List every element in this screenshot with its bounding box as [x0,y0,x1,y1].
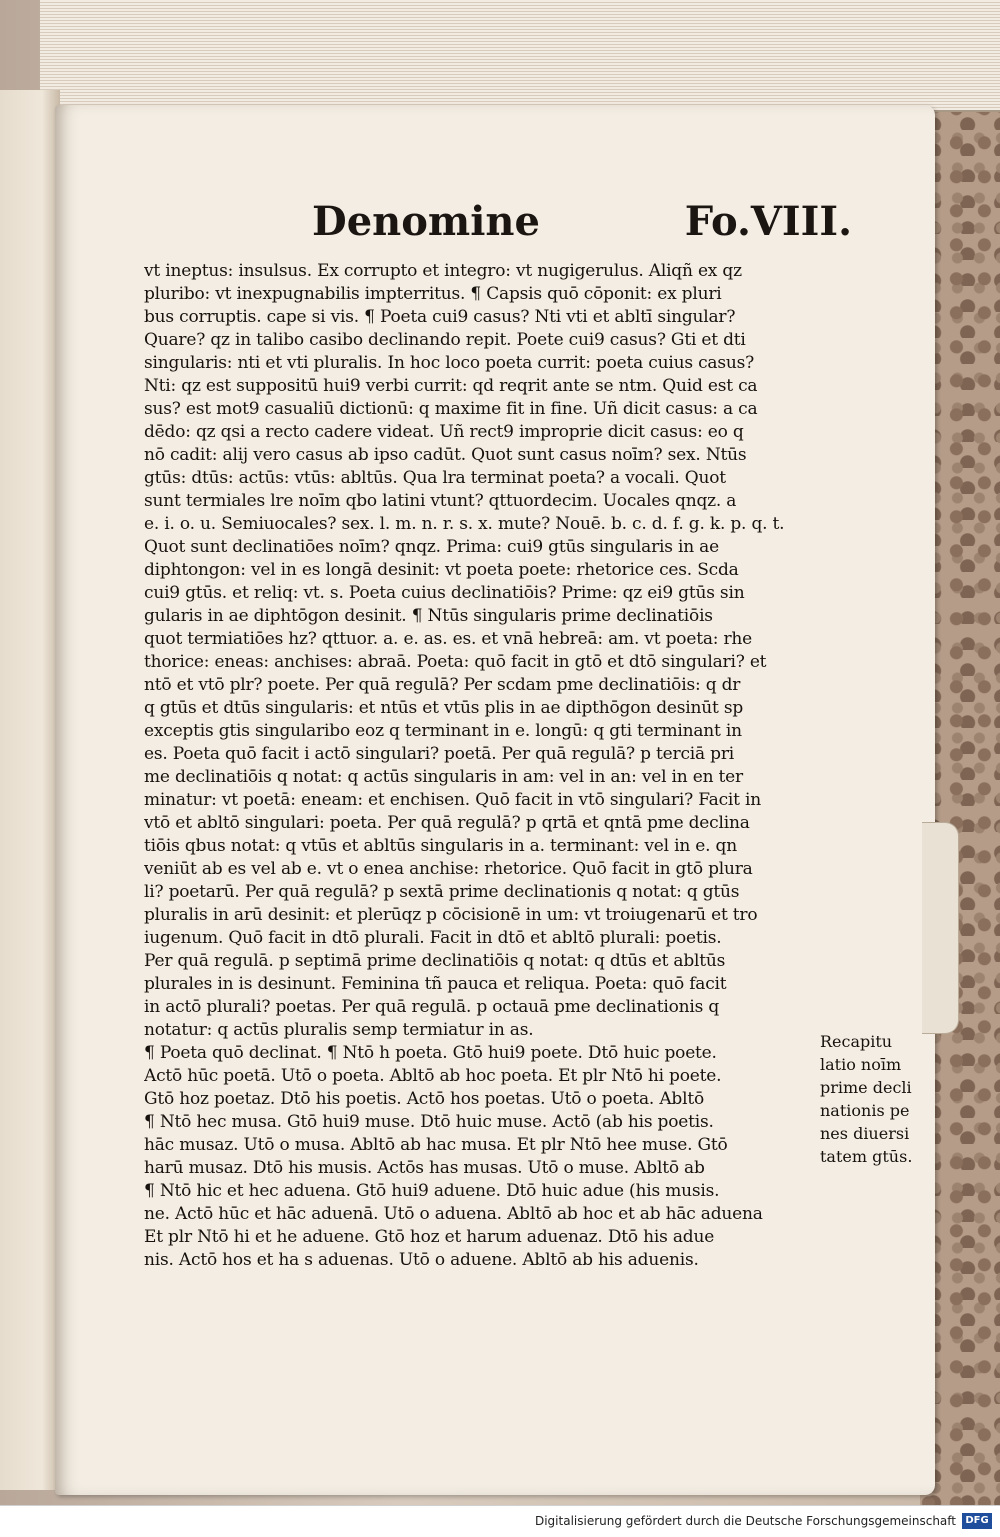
text-line: sus? est mot9 casualiū dictionū: q maxime fit in fine. Uñ dicit casus: a ca [144,399,758,419]
text-line: q gtūs et dtūs singularis: et ntūs et vtūs plis in ae dipthōgon desinūt sp [144,698,744,718]
text-line: bus corruptis. cape si vis. ¶ Poeta cui9 casus? Nti vti et abltī singular? [144,307,736,327]
text-line: notatur: q actūs pluralis semp termiatur in as. [144,1020,534,1040]
text-line: quot termiatiōes hz? qttuor. a. e. as. es. et vnā hebreā: am. vt poeta: rhe [144,629,753,649]
text-line: veniūt ab es vel ab e. vt o enea anchise: rhetorice. Quō facit in gtō plura [144,859,753,879]
running-header [312,198,852,248]
text-line: minatur: vt poetā: eneam: et enchisen. Quō facit in vtō singulari? Facit in [144,790,761,810]
page-tab [922,822,959,1034]
text-line: singularis: nti et vti pluralis. In hoc loco poeta currit: poeta cuius casus? [144,353,755,373]
text-line: dēdo: qz qsi a recto cadere videat. Uñ rect9 improprie dicit casus: eo q [144,422,744,442]
text-line: li? poetarū. Per quā regulā? p sextā prime declinationis q notat: q gtūs [144,882,740,902]
paradigm-line: ¶ Ntō hec musa. Gtō hui9 muse. Dtō huic muse. Actō (ab his poetis. [144,1112,714,1132]
paradigm-line: ¶ Ntō hic et hec aduena. Gtō hui9 aduene. Dtō huic adue (his musis. [144,1181,720,1201]
text-line: Quare? qz in talibo casibo declinando repit. Poete cui9 casus? Gti et dti [144,330,746,350]
text-line: vtō et abltō singulari: poeta. Per quā regulā? p qrtā et qntā pme declina [144,813,750,833]
left-page-edge [0,90,60,1490]
text-line: sunt termiales lre noīm qbo latini vtunt? qttuordecim. Uocales qnqz. a [144,491,737,511]
margin-note-line: latio noīm [820,1055,902,1074]
text-line: tiōis qbus notat: q vtūs et abltūs singularis in a. terminant: vel in e. qn [144,836,737,856]
paradigm-line: Gtō hoz poetaz. Dtō his poetis. Actō hos poetas. Utō o poeta. Abltō [144,1089,705,1109]
text-line: gtūs: dtūs: actūs: vtūs: abltūs. Qua lra terminat poeta? a vocali. Quot [144,468,726,488]
paradigm-line: Et plr Ntō hi et he aduene. Gtō hoz et harum aduenaz. Dtō his adue [144,1227,715,1247]
margin-note [820,1030,940,1168]
footer-bar [0,1505,1000,1537]
text-line: diphtongon: vel in es longā desinit: vt poeta poete: rhetorice ces. Scda [144,560,739,580]
text-line: es. Poeta quō facit i actō singulari? poetā. Per quā regulā? p terciā pri [144,744,735,764]
paradigm-line: Actō hūc poetā. Utō o poeta. Abltō ab hoc poeta. Et plr Ntō hi poete. [144,1066,722,1086]
funding-credit: Digitalisierung gefördert durch die Deutsche Forschungsgemeinschaft [534,1514,956,1528]
text-line: Nti: qz est suppositū hui9 verbi currit: qd reqrit ante se ntm. Quid est ca [144,376,758,396]
text-line: e. i. o. u. Semiuocales? sex. l. m. n. r. s. x. mute? Nouē. b. c. d. f. g. k. p. q. t. [144,514,785,534]
text-line: Per quā regulā. p septimā prime declinatiōis q notat: q dtūs et abltūs [144,951,726,971]
text-line: plurales in is desinunt. Feminina tñ pauca et reliqua. Poeta: quō facit [144,974,727,994]
text-line: in actō plurali? poetas. Per quā regulā. p octauā pme declinationis q [144,997,720,1017]
margin-note-line: nes diuersi [820,1124,910,1143]
margin-note-line: nationis pe [820,1101,910,1120]
text-line: me declinatiōis q notat: q actūs singularis in am: vel in an: vel in en ter [144,767,743,787]
main-text-block [144,260,844,1272]
text-line: gularis in ae diphtōgon desinit. ¶ Ntūs singularis prime declinatiōis [144,606,713,626]
page-edges [40,0,1000,112]
margin-note-line: prime decli [820,1078,912,1097]
text-line: exceptis gtis singularibo eoz q terminant in e. longū: q gti terminant in [144,721,742,741]
text-line: cui9 gtūs. et reliq: vt. s. Poeta cuius declinatiōis? Prime: qz ei9 gtūs sin [144,583,745,603]
text-line: thorice: eneas: anchises: abraā. Poeta: quō facit in gtō et dtō singulari? et [144,652,767,672]
paradigm-line: nis. Actō hos et ha s aduenas. Utō o aduene. Abltō ab his aduenis. [144,1250,699,1270]
text-line: nō cadit: alij vero casus ab ipso cadūt. Quot sunt casus noīm? sex. Ntūs [144,445,747,465]
text-line: pluribo: vt inexpugnabilis impterritus. ¶ Capsis quō cōponit: ex pluri [144,284,722,304]
paradigm-line: ne. Actō hūc et hāc aduenā. Utō o aduena. Abltō ab hoc et ab hāc aduena [144,1204,763,1224]
paradigm-line: hāc musaz. Utō o musa. Abltō ab hac musa. Et plr Ntō hee muse. Gtō [144,1135,728,1155]
margin-note-line: tatem gtūs. [820,1147,913,1166]
text-line: iugenum. Quō facit in dtō plurali. Facit in dtō et abltō plurali: poetis. [144,928,722,948]
text-line: vt ineptus: insulsus. Ex corrupto et integro: vt nugigerulus. Aliqñ ex qz [144,261,742,281]
paradigm-line: harū musaz. Dtō his musis. Actōs has musas. Utō o muse. Abltō ab [144,1158,705,1178]
folio-number: Fo.VIII. [684,198,852,245]
paradigm-line: ¶ Poeta quō declinat. ¶ Ntō h poeta. Gtō hui9 poete. Dtō huic poete. [144,1043,717,1063]
margin-note-line: Recapitu [820,1032,893,1051]
text-line: ntō et vtō plr? poete. Per quā regulā? Per scdam pme declinatiōis: q dr [144,675,741,695]
running-title: Denomine [312,198,540,245]
dfg-logo: DFG [962,1513,992,1529]
text-line: Quot sunt declinatiōes noīm? qnqz. Prima: cui9 gtūs singularis in ae [144,537,719,557]
text-line: pluralis in arū desinit: et plerūqz p cōcisionē in um: vt troiugenarū et tro [144,905,758,925]
